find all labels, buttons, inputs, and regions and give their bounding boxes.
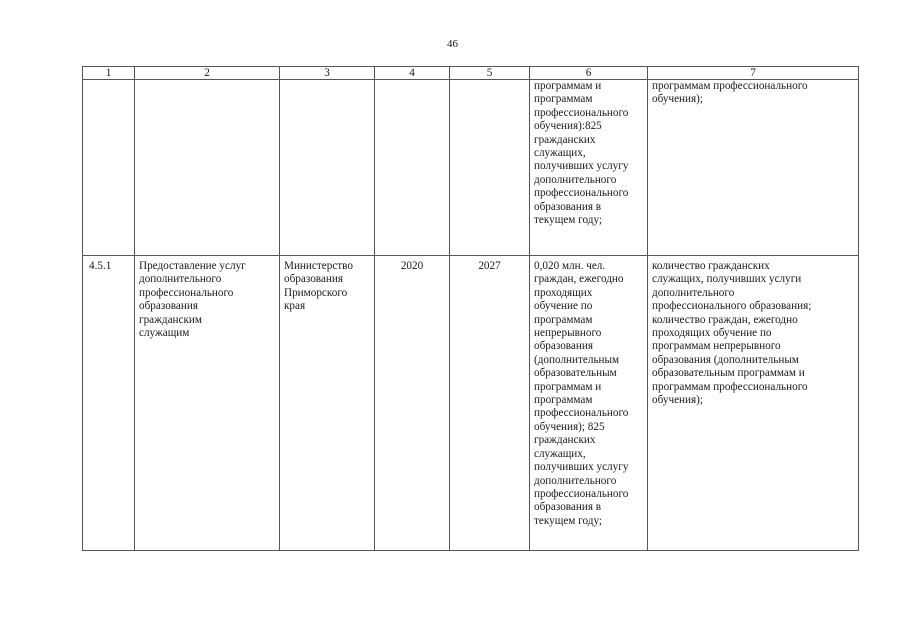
table-row: [83, 256, 859, 551]
cell-result: 0,020 млн. чел. граждан, ежегодно проходящих обучение по программам непрерывного образования (дополнительным образовательным программам и программам профессионального обучения); 825 гражданских служащих, получивших услугу дополнительного профессионального образования в текущем году;: [530, 256, 648, 551]
program-table: [82, 66, 859, 551]
header-cell-4: 4: [375, 67, 450, 80]
cell-measure: [135, 80, 280, 256]
cell-measure: Предоставление услуг дополнительного профессионального образования гражданским служащим: [135, 256, 280, 551]
header-cell-7: 7: [648, 67, 859, 80]
header-cell-5: 5: [450, 67, 530, 80]
header-cell-1: 1: [83, 67, 135, 80]
cell-executor: [280, 80, 375, 256]
cell-executor: Министерство образования Приморского края: [280, 256, 375, 551]
cell-indicator: количество гражданских служащих, получивших услуги дополнительного профессионального образования; количество граждан, ежегодно проходящих обучение по программам непрерывного образования (дополнительным образовательным программам и программам профессионального обучения);: [648, 256, 859, 551]
cell-start-year: 2020: [375, 256, 450, 551]
page-number: 46: [447, 38, 458, 50]
cell-end-year: [450, 80, 530, 256]
cell-indicator: программам профессионального обучения);: [648, 80, 859, 256]
cell-number: [83, 80, 135, 256]
header-cell-2: 2: [135, 67, 280, 80]
cell-end-year: 2027: [450, 256, 530, 551]
cell-start-year: [375, 80, 450, 256]
header-cell-6: 6: [530, 67, 648, 80]
table-row-continuation: [83, 80, 859, 256]
header-cell-3: 3: [280, 67, 375, 80]
table-header-row: [83, 67, 859, 80]
cell-number: 4.5.1: [83, 256, 135, 551]
cell-result: программам и программам профессионального обучения):825 гражданских служащих, получивших услугу дополнительного профессионального образования в текущем году;: [530, 80, 648, 256]
